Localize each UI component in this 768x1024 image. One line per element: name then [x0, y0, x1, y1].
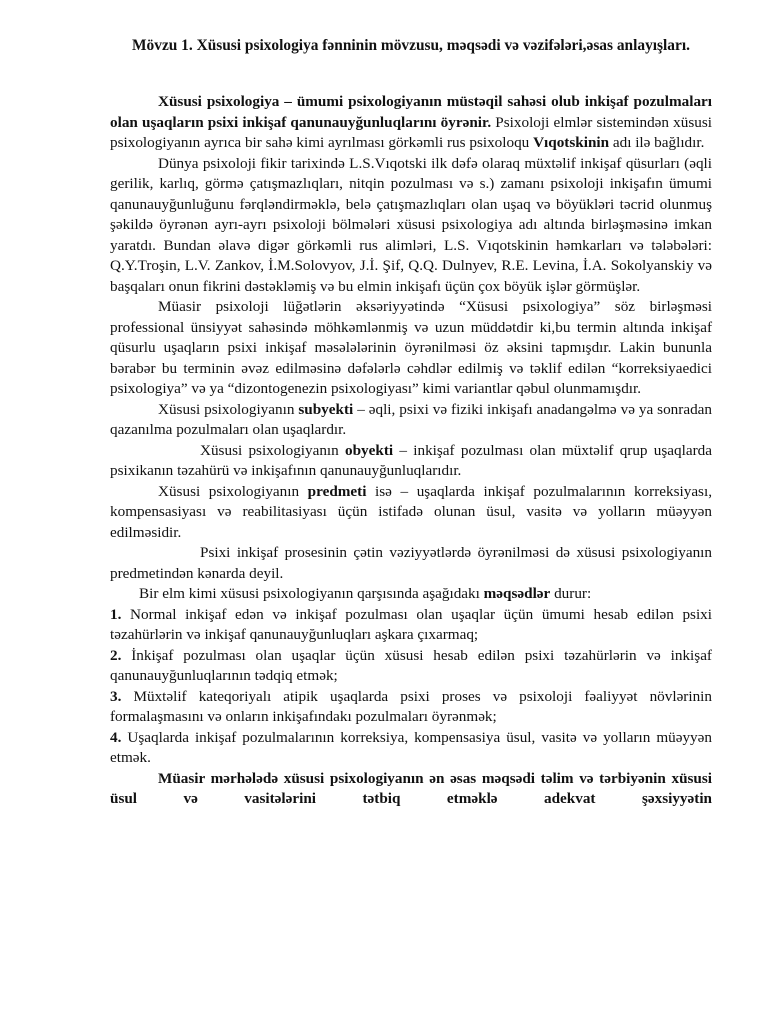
definition-text: Psixoloji elmlər sistemindən xüsusi psixologiyanın ayrıca bir sahə kimi ayrılması görkəmli rus psixoloqu [110, 113, 713, 151]
goal-item [110, 605, 712, 646]
subject-pre: Xüsusi psixologiyanın [158, 400, 299, 418]
goal-number: 4. [110, 728, 122, 746]
paragraph-terminology: Müasir psixoloji lüğətlərin əksəriyyətində “Xüsusi psixologiya” söz birləşməsi professional ünsiyyət sahəsində möhkəmlənmiş və uzun müddətdir ki,bu termin altında inkişaf qüsurlu uşaqların psixi inkişaf məsələlərinin öyrənilməsi öz əksini tapmışdır. Lakin bununla bərabər bu terminin əvəz edilməsinə dəfələrlə cəhdlər edilmiş və təklif edilən “korreksiyaedici psixologiya” və ya “dizontogenezin psixologiyası” kimi variantlar qəbul olunmamışdır. [110, 298, 712, 397]
goal-text: Müxtəlif kateqoriyalı atipik uşaqlarda psixi proses və psixoloji fəaliyyət növlərinin formalaşmasını və onların inkişafındakı pozulmaları öyrənmək; [110, 687, 712, 725]
paragraph-history: Dünya psixoloji fikir tarixində L.S.Vıqotski ilk dəfə olaraq müxtəlif inkişaf qüsurları (əqli gerilik, karlıq, görmə çatışmazlıqları, nitqin pozulması və s.) zamanı psixoloji inkişafın ümumi qanunauyğunluğunu fərqləndirməklə, belə çatışmazlıqları olan uşaq və böyükləri təcrid olunmuş şəkildə öyrənən ayrı-ayrı psixoloji bölmələri xüsusi psixologiya adı altında birləşməsinə imkan yaratdı. Bundan əlavə digər görkəmli rus alimləri, L.S. Vıqotskinin həmkarları və tələbələri: Q.Y.Troşin, L.V. Zankov, İ.M.Solovyov, J.İ. Şif, Q.Q. Dulnyev, R.E. Levina, İ.A. Sokolyanskiy və başqaları onun fikrini dəstəkləmiş və bu elmin inkişafı üçün çox böyük işlər görmüşlər. [110, 154, 712, 295]
object-pre: Xüsusi psixologiyanın [200, 441, 346, 459]
goals-term: məqsədlər [483, 585, 551, 602]
goal-item [110, 728, 712, 769]
document-body [110, 92, 712, 810]
goals-intro-post: durur: [550, 585, 592, 602]
definition-bold: Xüsusi psixologiya – ümumi psixologiyanın müstəqil sahəsi olub inkişaf pozulmaları olan uşaqların psixi inkişaf qanunauyğunluqlarını öyrənir. [110, 93, 712, 131]
goal-text: Normal inkişaf edən və inkişaf pozulması olan uşaqlar üçün ümumi hesab edilən psixi təzahürlərin və inkişaf qanunauyğunluqları aşkara çıxarmaq; [110, 605, 712, 643]
goal-number: 1. [110, 605, 122, 623]
goal-text: Uşaqlarda inkişaf pozulmalarının korreksiya, kompensasiya üsul, vasitə və yolların müəyyən etmək. [110, 728, 712, 766]
paragraph-difficult-conditions: Psixi inkişaf prosesinin çətin vəziyyətlərdə öyrənilməsi də xüsusi psixologiyanın predmetindən kənarda deyil. [110, 544, 712, 582]
paragraph-subject [110, 400, 712, 441]
predmet-pre: Xüsusi psixologiyanın [158, 482, 308, 500]
goal-item [110, 687, 712, 728]
goal-text: İnkişaf pozulması olan uşaqlar üçün xüsusi hesab edilən psixi təzahürlərin və inkişaf qanunauyğunluqlarının tədqiq etmək; [110, 646, 712, 684]
goal-number: 2. [110, 646, 122, 664]
page-title: Mövzu 1. Xüsusi psixologiya fənninin mövzusu, məqsədi və vəzifələri,əsas anlayışları. [132, 37, 690, 54]
object-term: obyekti [345, 441, 394, 459]
predmet-post: isə – uşaqlarda inkişaf pozulmalarının korreksiyası, kompensasiyası və reabilitasiyası üçün istifadə olunan üsul, vasitə və yolların müəyyən edilməsidir. [110, 482, 712, 541]
goal-number: 3. [110, 687, 122, 705]
goals-intro-pre: Bir elm kimi xüsusi psixologiyanın qarşısında aşağıdakı [139, 585, 484, 602]
paragraph-definition [110, 92, 712, 154]
paragraph-goals-intro [110, 584, 712, 605]
paragraph-modern-goal: Müasir mərhələdə xüsusi psixologiyanın ən əsas məqsədi təlim və tərbiyənin xüsusi üsul və vasitələrini tətbiq etməklə adekvat şəxsiyyətin [110, 769, 712, 807]
subject-post: – əqli, psixi və fiziki inkişafı anadangəlmə və ya sonradan qazanılma pozulmaları olan uşaqlardır. [110, 400, 712, 438]
definition-text-end: adı ilə bağlıdır. [609, 134, 705, 151]
predmet-term: predmeti [307, 482, 367, 500]
paragraph-object [110, 441, 712, 482]
object-post: – inkişaf pozulması olan müxtəlif qrup uşaqlarda psixikanın təzahürü və inkişafının qanunauyğunluqlarıdır. [110, 441, 712, 479]
vygotsky-name: Vıqotskinin [533, 134, 610, 151]
goal-item [110, 646, 712, 687]
paragraph-predmet [110, 482, 712, 544]
subject-term: subyekti [298, 400, 354, 418]
